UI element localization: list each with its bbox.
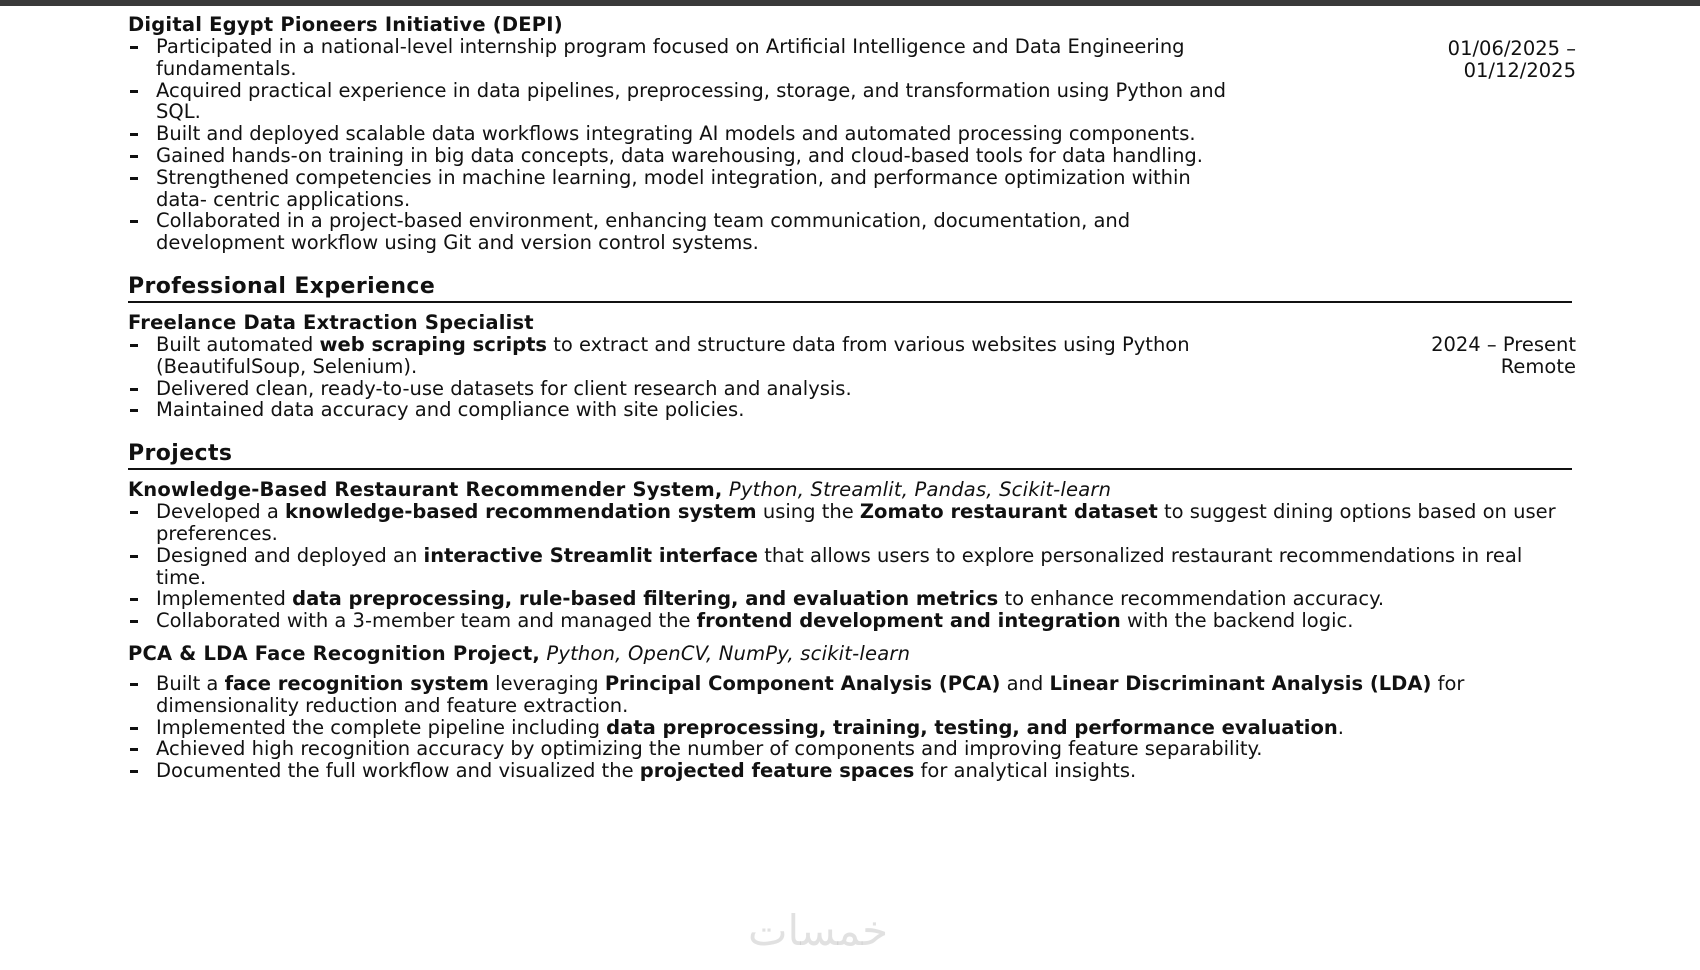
list-item: Gained hands-on training in big data concepts, data warehousing, and cloud-based tools for data handling. — [128, 145, 1228, 167]
list-item: Built and deployed scalable data workflows integrating AI models and automated processing components. — [128, 123, 1228, 145]
project-restaurant-recommender — [128, 479, 1576, 632]
list-item: Built a face recognition system leveraging Principal Component Analysis (PCA) and Linear Discriminant Analysis (LDA) for dimensionality reduction and feature extraction. — [128, 673, 1576, 717]
depi-bullets — [128, 36, 1228, 254]
window-top-bar — [0, 0, 1700, 6]
list-item: Collaborated in a project-based environment, enhancing team communication, documentation, and development workflow using Git and version control systems. — [128, 210, 1228, 254]
freelance-title: Freelance Data Extraction Specialist — [128, 310, 534, 334]
list-item: Implemented data preprocessing, rule-based filtering, and evaluation metrics to enhance recommendation accuracy. — [128, 588, 1576, 610]
list-item: Implemented the complete pipeline including data preprocessing, training, testing, and performance evaluation. — [128, 717, 1576, 739]
depi-dates — [1448, 38, 1576, 82]
freelance-period: 2024 – Present — [1431, 332, 1576, 356]
list-item: Participated in a national-level internship program focused on Artificial Intelligence and Data Engineering fundamentals. — [128, 36, 1228, 80]
list-item: Developed a knowledge-based recommendation system using the Zomato restaurant dataset to suggest dining options based on user preferences. — [128, 501, 1576, 545]
freelance-location: Remote — [1500, 354, 1576, 378]
depi-date-start: 01/06/2025 – — [1447, 37, 1576, 60]
list-item: Achieved high recognition accuracy by optimizing the number of components and improving feature separability. — [128, 738, 1576, 760]
list-item: Strengthened competencies in machine learning, model integration, and performance optimization within data- centric applications. — [128, 167, 1228, 211]
depi-date-end: 01/12/2025 — [1463, 59, 1576, 82]
professional-experience-heading: Professional Experience — [128, 274, 1572, 303]
list-item: Built automated web scraping scripts to extract and structure data from various websites using Python (BeautifulSoup, Selenium). — [128, 334, 1228, 378]
list-item: Maintained data accuracy and compliance with site policies. — [128, 399, 1228, 421]
watermark: خمسات — [748, 906, 889, 955]
list-item: Delivered clean, ready-to-use datasets for client research and analysis. — [128, 378, 1228, 400]
project-face-recognition — [128, 643, 1576, 782]
freelance-entry — [128, 312, 1576, 421]
projects-heading: Projects — [128, 441, 1572, 470]
depi-entry — [128, 14, 1576, 254]
project-title: PCA & LDA Face Recognition Project, Python, OpenCV, NumPy, scikit-learn — [128, 641, 911, 665]
project-bullets — [128, 673, 1576, 782]
project-bullets — [128, 501, 1576, 632]
list-item: Acquired practical experience in data pipelines, preprocessing, storage, and transformation using Python and SQL. — [128, 80, 1228, 124]
project-title: Knowledge-Based Restaurant Recommender System, Python, Streamlit, Pandas, Scikit-learn — [128, 478, 1112, 502]
freelance-dates — [1431, 334, 1576, 378]
project-tech-stack: Python, OpenCV, NumPy, scikit-learn — [539, 641, 911, 665]
list-item: Designed and deployed an interactive Streamlit interface that allows users to explore personalized restaurant recommendations in real time. — [128, 545, 1576, 589]
resume-page — [128, 14, 1576, 782]
freelance-bullets — [128, 334, 1228, 421]
project-tech-stack: Python, Streamlit, Pandas, Scikit-learn — [722, 478, 1112, 502]
list-item: Collaborated with a 3-member team and managed the frontend development and integration with the backend logic. — [128, 610, 1576, 632]
depi-title: Digital Egypt Pioneers Initiative (DEPI) — [128, 13, 563, 36]
list-item: Documented the full workflow and visualized the projected feature spaces for analytical insights. — [128, 760, 1576, 782]
